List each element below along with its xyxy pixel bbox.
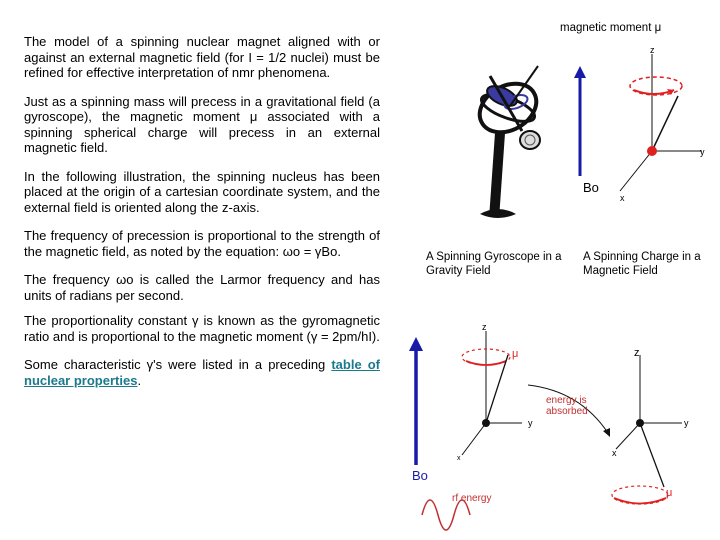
paragraph-7-text: Some characteristic γ's were listed in a preceding: [24, 357, 332, 372]
left-nucleus: [482, 419, 490, 427]
right-z-label: z: [634, 347, 640, 359]
right-mu-label: μ: [666, 487, 673, 499]
right-nucleus: [636, 419, 644, 427]
gyroscope-illustration: [471, 66, 545, 218]
magnetic-moment-vector: [652, 96, 678, 151]
absorbed-label-1: energy is: [546, 395, 587, 406]
paragraph-7-end: .: [137, 372, 142, 388]
left-y-label: y: [528, 418, 533, 428]
rf-energy-label: rf energy: [452, 493, 492, 504]
precession-diagram-top: [420, 36, 720, 256]
absorbed-label-2: absorbed: [546, 406, 588, 417]
paragraph-4: The frequency of precession is proportional to the strength of the magnetic field, as noted by the equation: ωo = γBo.: [24, 228, 380, 259]
top-y-label: y: [700, 147, 705, 157]
paragraph-3: In the following illustration, the spinning nucleus has been placed at the origin of a cartesian coordinate system, and the external field is oriented along the z-axis.: [24, 168, 380, 215]
nucleus-dot: [647, 146, 657, 156]
energy-absorption-diagram: [400, 315, 720, 540]
top-b0-label: Bo: [583, 180, 599, 195]
magnetic-moment-label: magnetic moment μ: [560, 22, 662, 34]
paragraph-1: The model of a spinning nuclear magnet aligned with or against an external magnetic field (for I = 1/2 nuclei) must be refined for effective interpretation of nmr phenomena.: [24, 34, 380, 80]
bottom-b0-label: Bo: [412, 468, 428, 483]
flipped-state-axes: [612, 347, 689, 504]
caption-gyroscope: A Spinning Gyroscope in a Gravity Field: [426, 251, 562, 277]
paragraph-7: [24, 357, 380, 388]
right-x-label: x: [612, 448, 617, 458]
left-z-label: z: [482, 322, 487, 332]
paragraph-6: The proportionality constant γ is known as the gyromagnetic ratio and is proportional to the magnetic moment (γ = 2pm/hI).: [24, 313, 380, 344]
rf-wave: [422, 500, 470, 530]
right-y-label: y: [684, 418, 689, 428]
top-z-label: z: [650, 45, 655, 55]
paragraph-2: Just as a spinning mass will precess in a gravitational field (a gyroscope), the magnetic moment μ associated with a spinning spherical charge will precess in an external magnetic field.: [24, 93, 380, 155]
top-x-label: x: [620, 193, 625, 203]
caption-charge: A Spinning Charge in a Magnetic Field: [583, 251, 701, 277]
left-x-label: x: [457, 455, 461, 462]
text-column: [24, 34, 380, 401]
paragraph-5: The frequency ωo is called the Larmor frequency and has units of radians per second.: [24, 272, 380, 303]
nuclear-properties-link[interactable]: table of nuclear properties: [24, 357, 380, 388]
aligned-state-axes: [457, 322, 533, 462]
left-mu-label: μ: [512, 348, 519, 360]
spinning-charge-axes: [620, 45, 705, 203]
right-moment-vector: [640, 423, 664, 487]
